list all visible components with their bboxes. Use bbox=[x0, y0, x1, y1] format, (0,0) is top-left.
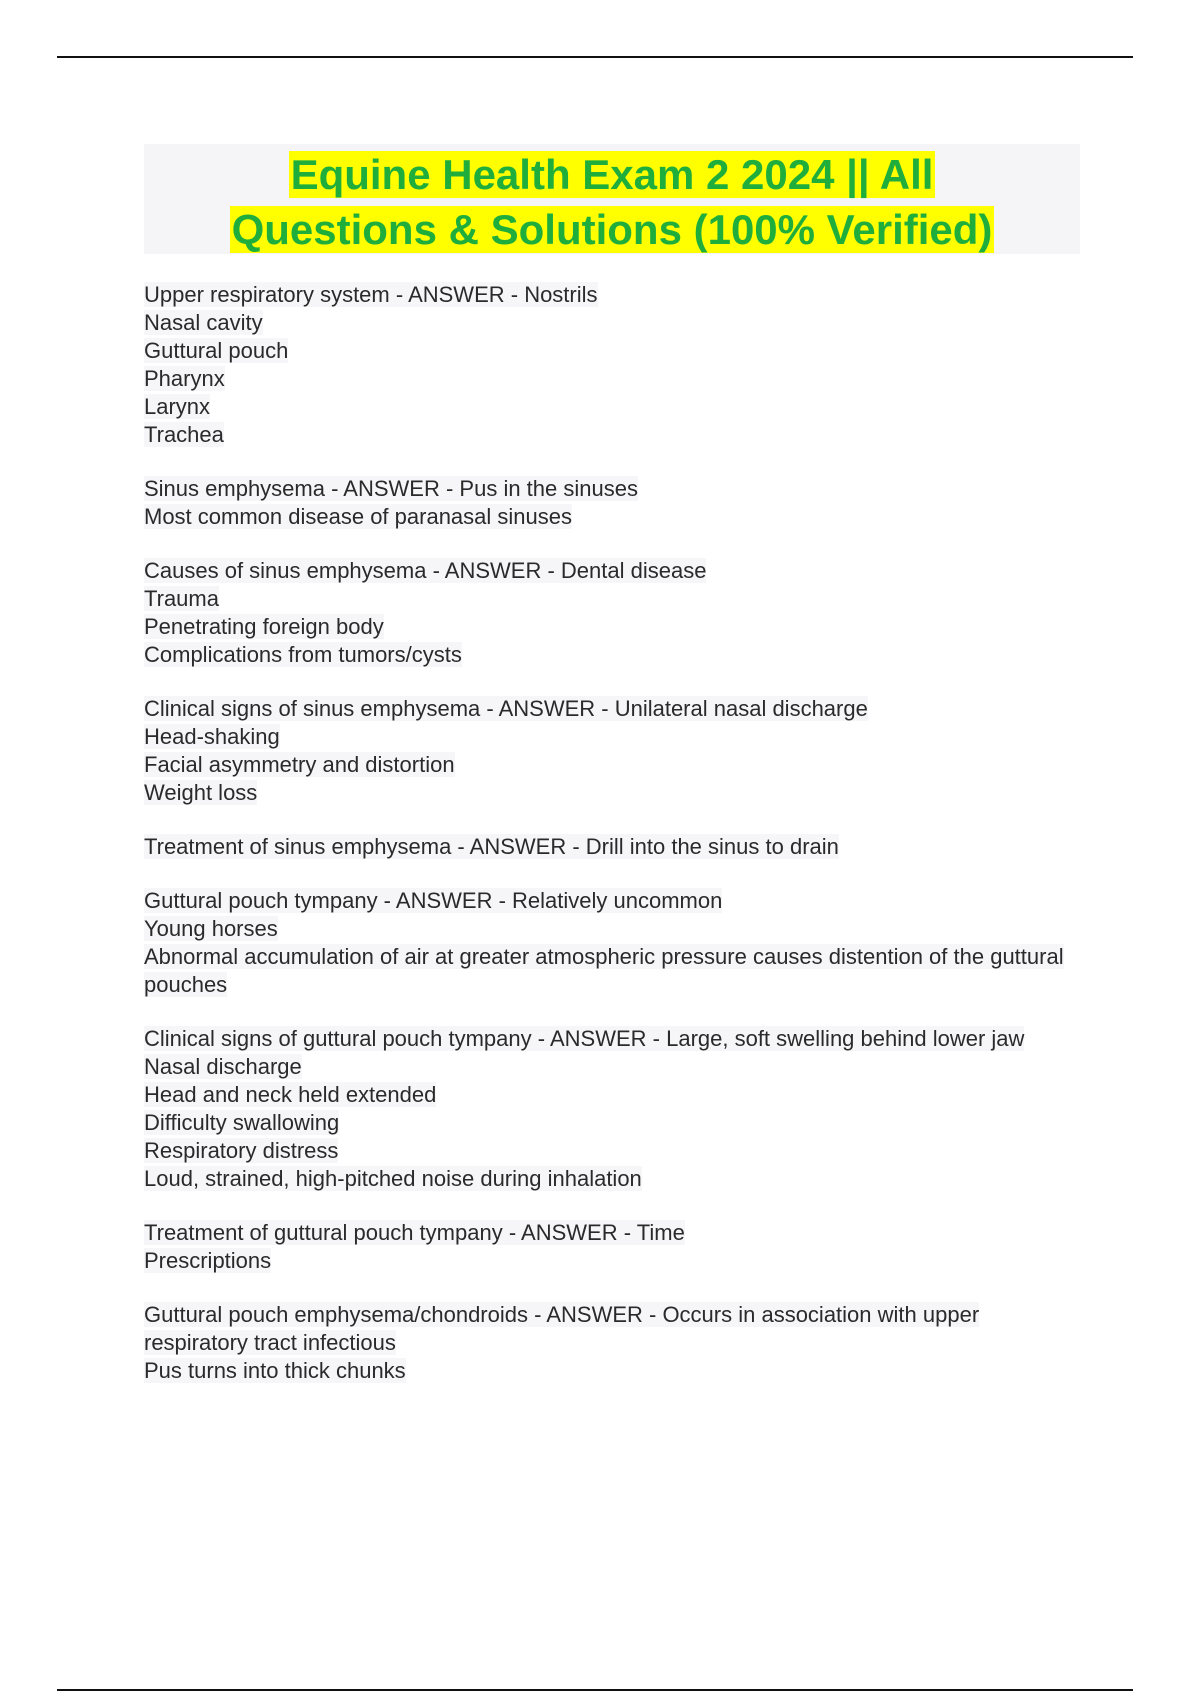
qa-answer-line bbox=[144, 779, 1084, 807]
qa-item bbox=[144, 695, 1084, 807]
qa-line-text: Respiratory distress bbox=[144, 1138, 339, 1163]
qa-line-text: Larynx bbox=[144, 394, 211, 419]
title-line-1: Equine Health Exam 2 2024 || All bbox=[290, 151, 934, 198]
qa-list bbox=[144, 281, 1084, 1411]
qa-line-text: Clinical signs of sinus emphysema - ANSWER - Unilateral nasal discharge bbox=[144, 696, 868, 721]
page-title bbox=[144, 144, 1080, 257]
qa-line-text: Nasal cavity bbox=[144, 310, 263, 335]
qa-line-text: Treatment of sinus emphysema - ANSWER - Drill into the sinus to drain bbox=[144, 834, 839, 859]
qa-item bbox=[144, 1219, 1084, 1275]
qa-line-text: Sinus emphysema - ANSWER - Pus in the sinuses bbox=[144, 476, 638, 501]
qa-line-text: Nasal discharge bbox=[144, 1054, 302, 1079]
qa-line-text: Difficulty swallowing bbox=[144, 1110, 340, 1135]
qa-line-text: Guttural pouch emphysema/chondroids - ANSWER - Occurs in association with upper respiratory tract infectious bbox=[144, 1302, 980, 1355]
title-line-2: Questions & Solutions (100% Verified) bbox=[231, 206, 993, 253]
top-divider bbox=[57, 56, 1133, 58]
qa-item bbox=[144, 1301, 1084, 1385]
qa-question-line bbox=[144, 695, 1084, 723]
qa-answer-line bbox=[144, 1053, 1084, 1081]
qa-answer-line bbox=[144, 613, 1084, 641]
qa-question-line bbox=[144, 1025, 1084, 1053]
qa-line-text: Clinical signs of guttural pouch tympany - ANSWER - Large, soft swelling behind lower jaw bbox=[144, 1026, 1025, 1051]
qa-line-text: Head and neck held extended bbox=[144, 1082, 437, 1107]
qa-line-text: Guttural pouch tympany - ANSWER - Relatively uncommon bbox=[144, 888, 723, 913]
qa-answer-line bbox=[144, 309, 1084, 337]
qa-line-text: Pharynx bbox=[144, 366, 225, 391]
qa-line-text: Causes of sinus emphysema - ANSWER - Dental disease bbox=[144, 558, 707, 583]
qa-line-text: Abnormal accumulation of air at greater atmospheric pressure causes distention of the guttural pouches bbox=[144, 944, 1064, 997]
qa-answer-line bbox=[144, 751, 1084, 779]
qa-item bbox=[144, 475, 1084, 531]
qa-line-text: Prescriptions bbox=[144, 1248, 272, 1273]
qa-line-text: Facial asymmetry and distortion bbox=[144, 752, 455, 777]
qa-line-text: Most common disease of paranasal sinuses bbox=[144, 504, 572, 529]
qa-line-text: Young horses bbox=[144, 916, 278, 941]
qa-line-text: Trauma bbox=[144, 586, 219, 611]
qa-line-text: Pus turns into thick chunks bbox=[144, 1358, 406, 1383]
qa-answer-line bbox=[144, 1137, 1084, 1165]
qa-line-text: Penetrating foreign body bbox=[144, 614, 384, 639]
qa-line-text: Upper respiratory system - ANSWER - Nostrils bbox=[144, 282, 598, 307]
qa-answer-line bbox=[144, 915, 1084, 943]
qa-item bbox=[144, 887, 1084, 999]
qa-answer-line bbox=[144, 393, 1084, 421]
qa-line-text: Guttural pouch bbox=[144, 338, 289, 363]
qa-answer-line bbox=[144, 337, 1084, 365]
qa-line-text: Loud, strained, high-pitched noise during inhalation bbox=[144, 1166, 642, 1191]
qa-answer-line bbox=[144, 1247, 1084, 1275]
bottom-divider bbox=[57, 1689, 1133, 1691]
qa-answer-line bbox=[144, 585, 1084, 613]
qa-question-line bbox=[144, 1301, 1084, 1357]
qa-answer-line bbox=[144, 1357, 1084, 1385]
qa-answer-line bbox=[144, 943, 1084, 999]
qa-answer-line bbox=[144, 723, 1084, 751]
qa-answer-line bbox=[144, 641, 1084, 669]
qa-question-line bbox=[144, 833, 1084, 861]
qa-item bbox=[144, 281, 1084, 449]
qa-answer-line bbox=[144, 1165, 1084, 1193]
qa-line-text: Trachea bbox=[144, 422, 224, 447]
qa-answer-line bbox=[144, 503, 1084, 531]
qa-answer-line bbox=[144, 1081, 1084, 1109]
qa-question-line bbox=[144, 887, 1084, 915]
qa-answer-line bbox=[144, 1109, 1084, 1137]
qa-question-line bbox=[144, 1219, 1084, 1247]
qa-answer-line bbox=[144, 421, 1084, 449]
title-block bbox=[144, 144, 1080, 254]
qa-question-line bbox=[144, 475, 1084, 503]
qa-question-line bbox=[144, 557, 1084, 585]
qa-line-text: Head-shaking bbox=[144, 724, 280, 749]
qa-item bbox=[144, 1025, 1084, 1193]
qa-question-line bbox=[144, 281, 1084, 309]
qa-item bbox=[144, 557, 1084, 669]
qa-line-text: Complications from tumors/cysts bbox=[144, 642, 462, 667]
qa-item bbox=[144, 833, 1084, 861]
qa-line-text: Treatment of guttural pouch tympany - ANSWER - Time bbox=[144, 1220, 685, 1245]
qa-line-text: Weight loss bbox=[144, 780, 258, 805]
qa-answer-line bbox=[144, 365, 1084, 393]
